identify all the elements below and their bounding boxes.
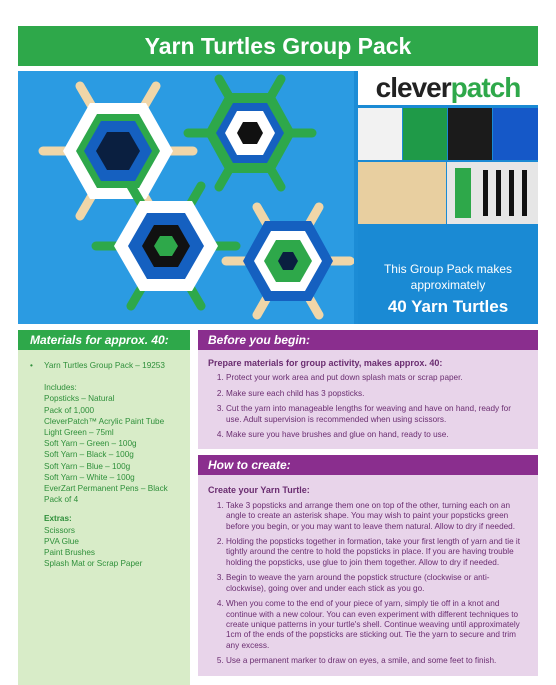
- howto-step: 2. Holding the popsticks together in formation, take your first length of yarn and tie it tightly around the centre to hold the popsticks in place. If you are having trouble holding the popsticks, use glue to join them together. Allow to dry if needed.: [226, 537, 528, 568]
- materials-photos: [358, 108, 538, 223]
- pack-item: Yarn Turtles Group Pack – 19253: [44, 361, 165, 370]
- pack-contents-panel: [358, 71, 538, 324]
- logo-text-2: patch: [450, 72, 521, 103]
- before-step: 1. Protect your work area and put down splash mats or scrap paper.: [226, 373, 528, 383]
- extras-line: Splash Mat or Scrap Paper: [44, 559, 143, 569]
- yarn-turtles-photo: [18, 71, 354, 324]
- howto-step: 5. Use a permanent marker to draw on eyes, a smile, and some feet to finish.: [226, 656, 528, 666]
- instructions-column: [198, 330, 538, 676]
- before-subheading: Prepare materials for group activity, makes approx. 40:: [208, 358, 443, 368]
- includes-line: Soft Yarn – Green – 100g: [44, 439, 137, 449]
- howto-block: [198, 475, 538, 675]
- includes-line: Soft Yarn – Blue – 100g: [44, 461, 131, 471]
- includes-line: Soft Yarn – White – 100g: [44, 472, 135, 482]
- cleverpatch-logo: [358, 71, 538, 105]
- includes-line: Popsticks – Natural: [44, 394, 115, 404]
- promo-big: 40 Yarn Turtles: [387, 297, 509, 316]
- materials-heading: Materials for approx. 40:: [18, 330, 190, 350]
- before-step: 2. Make sure each child has 3 popsticks.: [226, 389, 528, 399]
- extras-heading: Extras:: [44, 514, 72, 524]
- includes-line: Light Green – 75ml: [44, 428, 114, 438]
- howto-step: 1. Take 3 popsticks and arrange them one on top of the other, turning each on an angle to create an asterisk shape. You may wish to paint your popsticks green before you begin, or you may want to leave them natural. Allow to dry if needed.: [226, 501, 528, 532]
- includes-line: CleverPatch™ Acrylic Paint Tube: [44, 416, 165, 426]
- promo-text: [358, 261, 538, 293]
- turtles-illustration: [18, 71, 354, 324]
- extras-line: Scissors: [44, 525, 75, 535]
- extras-line: Paint Brushes: [44, 548, 95, 558]
- logo-text-1: clever: [375, 72, 451, 103]
- howto-step: 3. Begin to weave the yarn around the popstick structure (clockwise or anti-clockwise), going over and under each stick as you go.: [226, 573, 528, 594]
- howto-heading: How to create:: [198, 455, 538, 475]
- hero-banner: [18, 71, 538, 324]
- bullet-mark: •: [30, 361, 33, 370]
- before-block: [198, 350, 538, 449]
- promo-line-1: This Group Pack makes: [383, 262, 513, 276]
- includes-line: Soft Yarn – Black – 100g: [44, 450, 134, 460]
- includes-line: Pack of 4: [44, 495, 79, 505]
- promo-line-2: approximately: [410, 278, 486, 292]
- before-step: 4. Make sure you have brushes and glue on hand, ready to use.: [226, 430, 528, 440]
- materials-list: [18, 350, 190, 569]
- howto-subheading: Create your Yarn Turtle:: [208, 485, 310, 496]
- includes-line: Pack of 1,000: [44, 405, 95, 415]
- before-step: 3. Cut the yarn into manageable lengths for weaving and have on hand, ready for use. Adult supervision is recommended when using scissors.: [226, 404, 528, 425]
- page-title: Yarn Turtles Group Pack: [18, 26, 538, 66]
- includes-line: Includes:: [44, 383, 77, 393]
- includes-line: EverZart Permanent Pens – Black: [44, 484, 168, 494]
- before-heading: Before you begin:: [198, 330, 538, 350]
- extras-line: PVA Glue: [44, 536, 79, 546]
- howto-step: 4. When you come to the end of your piece of yarn, simply tie off in a knot and continue with a new colour. You can even experiment with different techniques to create unique patterns in your turtle's shell. Continue weaving until approximately 1cm of the ends of the popsticks are sticking out. Tie the yarn to secure and trim any excess.: [226, 599, 528, 651]
- materials-column: [18, 330, 190, 685]
